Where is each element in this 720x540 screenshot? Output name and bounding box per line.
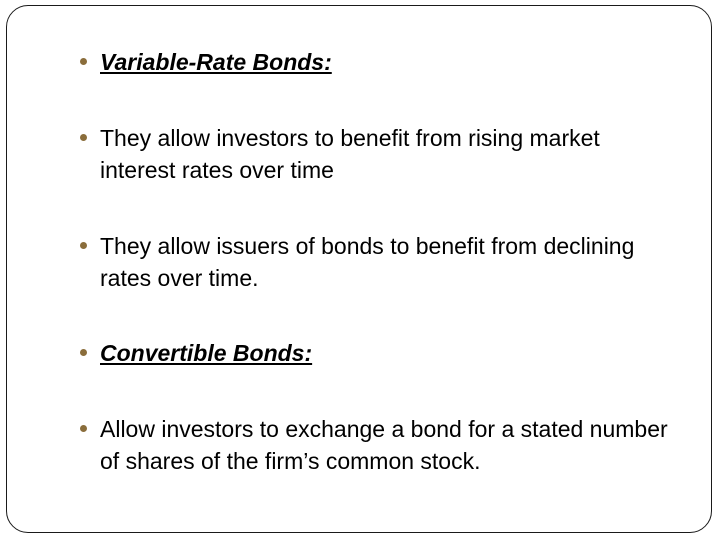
bullet-exchange-shares (80, 413, 680, 477)
bullet-convertible-heading (80, 337, 680, 369)
bullet-variable-rate-heading (80, 46, 680, 78)
bullet-text: They allow issuers of bonds to benefit from declining rates over time. (100, 233, 635, 291)
bullet-dot-icon (80, 349, 87, 356)
bullet-dot-icon (80, 425, 87, 432)
bullet-dot-icon (80, 58, 87, 65)
section-heading: Variable-Rate Bonds: (100, 49, 332, 75)
bullet-list (80, 46, 680, 477)
bullet-issuers-benefit (80, 230, 680, 294)
bullet-text: Allow investors to exchange a bond for a stated number of shares of the firm’s common stock. (100, 416, 668, 474)
bullet-investors-benefit (80, 122, 680, 186)
bullet-dot-icon (80, 134, 87, 141)
bullet-text: They allow investors to benefit from rising market interest rates over time (100, 125, 600, 183)
section-heading: Convertible Bonds: (100, 340, 313, 366)
bullet-dot-icon (80, 242, 87, 249)
